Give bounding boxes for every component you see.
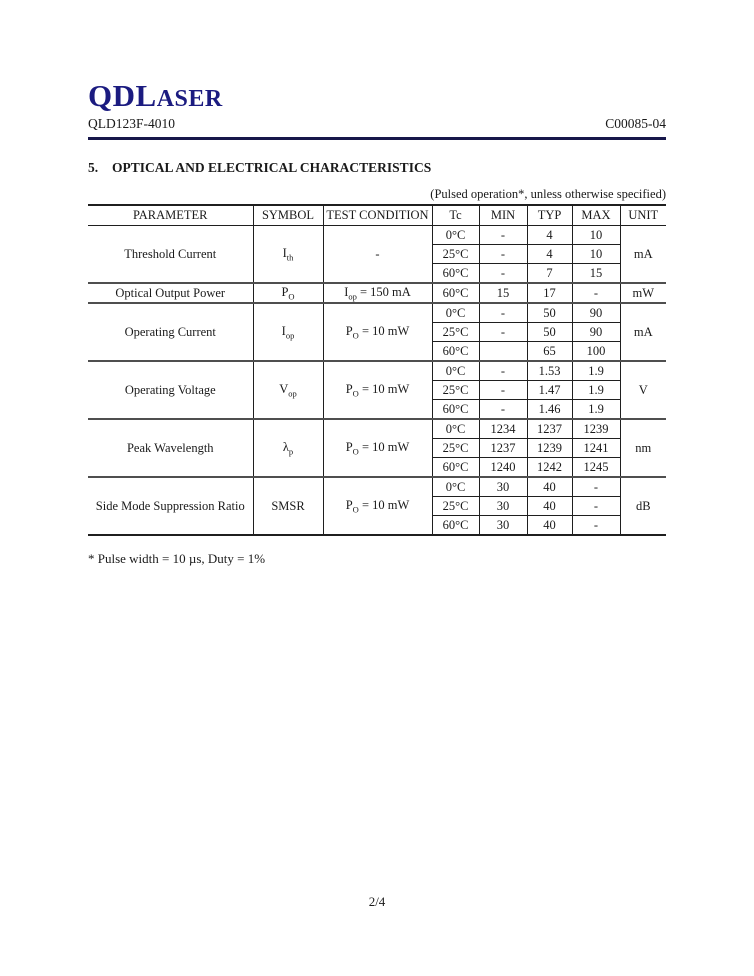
cell-min: - <box>479 226 527 245</box>
cell-parameter: Optical Output Power <box>88 283 253 303</box>
cell-max: 90 <box>572 323 620 342</box>
cell-max: - <box>572 477 620 497</box>
column-header-typ: TYP <box>527 205 572 226</box>
cell-tc: 25°C <box>432 323 479 342</box>
cell-tc: 0°C <box>432 419 479 439</box>
cell-min: 30 <box>479 497 527 516</box>
cell-parameter: Threshold Current <box>88 226 253 284</box>
cell-condition: $P_O = 10$ mW <box>323 361 432 419</box>
logo-text-large: QDL <box>88 78 157 113</box>
column-header-max: MAX <box>572 205 620 226</box>
cell-typ: 1.53 <box>527 361 572 381</box>
cell-unit: mA <box>620 303 666 361</box>
cell-condition: $P_O = 10$ mW <box>323 303 432 361</box>
cell-min: 1240 <box>479 458 527 478</box>
section-title <box>88 160 666 176</box>
cell-max: 1241 <box>572 439 620 458</box>
cell-tc: 0°C <box>432 226 479 245</box>
cell-tc: 0°C <box>432 361 479 381</box>
cell-max: 10 <box>572 226 620 245</box>
cell-tc: 60°C <box>432 264 479 284</box>
cell-unit: V <box>620 361 666 419</box>
cell-tc: 60°C <box>432 283 479 303</box>
cell-typ: 1.46 <box>527 400 572 420</box>
cell-min: 30 <box>479 516 527 536</box>
cell-max: 1.9 <box>572 400 620 420</box>
cell-max: - <box>572 497 620 516</box>
cell-typ: 7 <box>527 264 572 284</box>
cell-unit: nm <box>620 419 666 477</box>
cell-typ: 40 <box>527 477 572 497</box>
cell-max: 100 <box>572 342 620 362</box>
cell-tc: 25°C <box>432 245 479 264</box>
cell-unit: dB <box>620 477 666 535</box>
cell-min: - <box>479 303 527 323</box>
cell-parameter: Side Mode Suppression Ratio <box>88 477 253 535</box>
cell-max: 1.9 <box>572 381 620 400</box>
cell-min: 1234 <box>479 419 527 439</box>
cell-min: - <box>479 323 527 342</box>
cell-condition: $P_O = 10$ mW <box>323 477 432 535</box>
cell-tc: 25°C <box>432 381 479 400</box>
spec-table-body <box>88 226 666 536</box>
cell-tc: 60°C <box>432 342 479 362</box>
cell-min: - <box>479 264 527 284</box>
header-rule <box>88 137 666 140</box>
cell-typ: 50 <box>527 303 572 323</box>
document-header-row <box>88 116 666 132</box>
column-header-symbol: SYMBOL <box>253 205 323 226</box>
cell-symbol: $P_O$ <box>253 283 323 303</box>
table-note: (Pulsed operation*, unless otherwise specified) <box>430 187 666 201</box>
cell-min: 15 <box>479 283 527 303</box>
cell-symbol: $\lambda_p$ <box>253 419 323 477</box>
table-row <box>88 303 666 323</box>
cell-tc: 60°C <box>432 516 479 536</box>
spec-table <box>88 204 666 536</box>
qdlaser-logo <box>88 0 666 111</box>
cell-min: - <box>479 381 527 400</box>
column-header-test-condition: TEST CONDITION <box>323 205 432 226</box>
cell-condition: $I_{op} = 150$ mA <box>323 283 432 303</box>
section-number: 5. <box>88 160 99 175</box>
column-header-parameter: PARAMETER <box>88 205 253 226</box>
table-row <box>88 361 666 381</box>
cell-typ: 40 <box>527 516 572 536</box>
cell-condition: $P_O = 10$ mW <box>323 419 432 477</box>
cell-typ: 1242 <box>527 458 572 478</box>
cell-max: 10 <box>572 245 620 264</box>
cell-unit: mA <box>633 246 653 261</box>
cell-max: - <box>572 516 620 536</box>
page-number: 2/4 <box>368 894 386 909</box>
cell-unit: mW <box>620 283 666 303</box>
cell-symbol: $I_{op}$ <box>253 303 323 361</box>
model-number: QLD123F-4010 <box>88 116 175 131</box>
footnote: * Pulse width = 10 µs, Duty = 1% <box>88 551 266 566</box>
cell-typ: 1239 <box>527 439 572 458</box>
column-header-unit: UNIT <box>620 205 666 226</box>
table-row <box>88 283 666 303</box>
cell-min: - <box>479 400 527 420</box>
cell-symbol: $V_{op}$ <box>253 361 323 419</box>
cell-typ: 65 <box>527 342 572 362</box>
cell-max: 90 <box>572 303 620 323</box>
cell-min: 1237 <box>479 439 527 458</box>
logo-text-small: ASER <box>156 86 223 112</box>
cell-typ: 4 <box>527 245 572 264</box>
table-row <box>88 477 666 497</box>
cell-typ: 1237 <box>527 419 572 439</box>
cell-min: - <box>479 361 527 381</box>
cell-tc: 60°C <box>432 458 479 478</box>
cell-max: 1239 <box>572 419 620 439</box>
header-row <box>88 205 666 226</box>
cell-typ: 50 <box>527 323 572 342</box>
cell-typ: 4 <box>527 226 572 245</box>
cell-symbol: $I_{th}$ <box>253 226 323 284</box>
cell-tc: 0°C <box>432 477 479 497</box>
cell-tc: 0°C <box>432 303 479 323</box>
cell-parameter: Peak Wavelength <box>88 419 253 477</box>
cell-tc: 25°C <box>432 439 479 458</box>
table-row <box>88 226 666 245</box>
cell-symbol: SMSR <box>253 477 323 535</box>
cell-min <box>479 342 527 362</box>
spec-table-head <box>88 205 666 226</box>
cell-typ: 1.47 <box>527 381 572 400</box>
cell-parameter: Operating Current <box>88 303 253 361</box>
cell-min: - <box>479 245 527 264</box>
document-number: C00085-04 <box>605 116 666 131</box>
cell-max: 1245 <box>572 458 620 478</box>
cell-typ: 17 <box>527 283 572 303</box>
column-header-tc: Tc <box>432 205 479 226</box>
cell-max: 15 <box>572 264 620 284</box>
cell-condition: - <box>323 226 432 284</box>
table-row <box>88 419 666 439</box>
cell-max: 1.9 <box>572 361 620 381</box>
cell-max: - <box>572 283 620 303</box>
cell-parameter: Operating Voltage <box>88 361 253 419</box>
cell-tc: 60°C <box>432 400 479 420</box>
cell-typ: 40 <box>527 497 572 516</box>
section-title-text: OPTICAL AND ELECTRICAL CHARACTERISTICS <box>112 160 432 175</box>
cell-min: 30 <box>479 477 527 497</box>
column-header-min: MIN <box>479 205 527 226</box>
cell-tc: 25°C <box>432 497 479 516</box>
